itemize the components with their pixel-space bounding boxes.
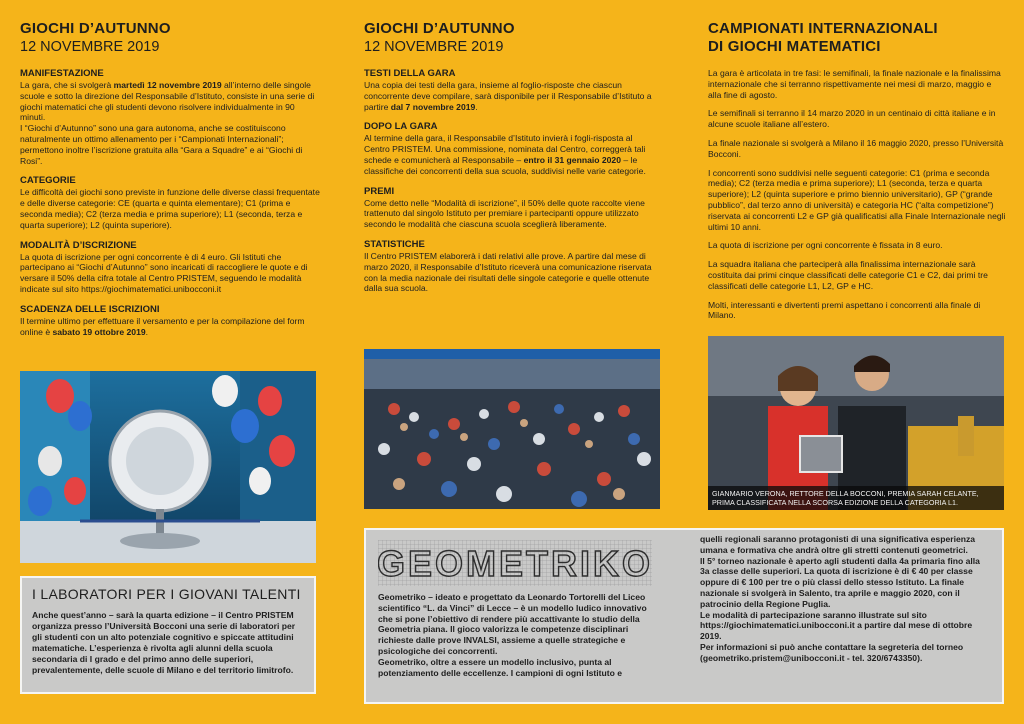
section-heading: MODALITÀ D’ISCRIZIONE — [20, 239, 137, 251]
photo-award-ceremony — [708, 336, 1004, 510]
section-text: La quota di iscrizione per ogni concorrente è di 4 euro. Gli Istituti che partecipano ai “Giochi d’Autunno” sono incaricati di raccogliere le quote e di versare il 50% della cifra totale al Centro PRISTEM, seguendo le modalità indicate sul sito https://giochimatematici.unibocconi.it — [20, 251, 308, 294]
page-title-line2: DI GIOCHI MATEMATICI — [708, 38, 881, 55]
photo-caption: GIANMARIO VERONA, RETTORE DELLA BOCCONI, PREMIA SARAH CELANTE, PRIMA CLASSIFICATA NELLA SCORSA EDIZIONE DELLA CATEGORIA L1. — [708, 486, 1004, 510]
section-text: La gara, che si svolgerà martedì 12 novembre 2019 all’interno delle singole scuole e sotto la direzione del Responsabile d’Istituto, consiste in una serie di giochi matematici che gli studenti devono risolvere individualmente in 90 minuti. — [20, 80, 315, 123]
geometriko-para: Geometriko, oltre a essere un modello inclusivo, punta al potenziamento delle eccellenze. I campioni di ogni Istituto e — [378, 656, 623, 678]
section-text: I “Giochi d’Autunno” sono una gara autonoma, anche se costituiscono naturalmente un ottimo allenamento per i “Campionati Internazionali”; permettono inoltre l’iscrizione gratuita alla “Gara a Squadre” e ai “Giochi di Rosi”. — [20, 123, 303, 166]
campionati-para: La squadra italiana che parteciperà alla finalissima internazionale sarà costituita dai primi cinque classificati delle categorie C1 e C2, dai primi tre classificati delle categorie L1, L2, GP e HC. — [708, 259, 988, 291]
section-heading: SCADENZA DELLE ISCRIZIONI — [20, 303, 160, 315]
box-title: I LABORATORI PER I GIOVANI TALENTI — [32, 586, 301, 602]
event-date: 12 NOVEMBRE 2019 — [20, 39, 160, 55]
geometriko-text-right — [700, 534, 990, 664]
campionati-para: La quota di iscrizione per ogni concorrente è fissata in 8 euro. — [708, 240, 943, 251]
page-title: GIOCHI D’AUTUNNO — [20, 20, 171, 37]
geometriko-para: Geometriko – ideato e progettato da Leonardo Tortorelli del Liceo scientifico “L. da Vinci” di Lecce – è un modello ludico innovativo che si pone l’obiettivo di rendere più accattivante lo studio della Geometria piana. Il gioco valorizza le competenze disciplinari richieste dalle prove INVALSI, assieme a quelle strategiche e psicologiche dei concorrenti. — [378, 592, 647, 656]
section-heading: DOPO LA GARA — [364, 121, 438, 133]
section-premi — [364, 186, 660, 230]
page-title: CAMPIONATI INTERNAZIONALI — [708, 20, 938, 37]
section-manifestazione — [20, 68, 320, 166]
geometriko-para: quelli regionali saranno protagonisti di una significativa esperienza umana e formativa che andrà oltre gli stretti contenuti geometrici. — [700, 534, 976, 555]
campionati-para: I concorrenti sono suddivisi nelle seguenti categorie: C1 (prima e seconda media); C2 (terza media e prima superiore); L1 (seconda, terza e quarta superiore); L2 (quinta superiore e primo biennio universitario), GP (“grande pubblico”, dal terzo anno di università) e categoria HC (“alta competizione”) riservata ai concorrenti L2 e GP già qualificatisi alla Finale Internazionale negli ultimi 10 anni. — [708, 167, 1006, 232]
geometriko-para: Per informazioni si può anche contattare la segreteria del torneo (geometriko.pristem@unibocconi.it - tel. 320/6743350). — [700, 641, 964, 663]
geometriko-para: Il 5° torneo nazionale è aperto agli studenti dalla 4a primaria fino alla 3a classe delle superiori. La quota di iscrizione è di € 40 per classe oppure di € 100 per tre o più classi dello stesso Istituto. La finale nazionale si svolgerà in Salento, tra aprile e maggio 2020, con il patrocinio della Regione Puglia. — [700, 555, 980, 609]
geometriko-box — [364, 528, 1004, 704]
column-giochi-autunno-2 — [364, 20, 660, 303]
section-categorie — [20, 175, 320, 230]
box-text: Anche quest’anno – sarà la quarta edizione – il Centro PRISTEM organizza presso l’Università Bocconi una serie di laboratori per gli studenti con un alto potenziale cognitivo e spiccate attitudini matematiche. L’esperienza è rivolta agli alunni della scuola secondaria di I grado e del primo anno delle superiori, prevalentemente, delle scuole di Milano e del territorio limitrofo. — [32, 610, 296, 675]
section-dopo-gara — [364, 121, 660, 176]
section-heading: TESTI DELLA GARA — [364, 68, 456, 79]
section-text: Il termine ultimo per effettuare il versamento e per la compilazione del form online è sabato 19 ottobre 2019. — [20, 315, 305, 337]
column-giochi-autunno-1 — [20, 20, 320, 346]
campionati-para: La finale nazionale si svolgerà a Milano il 16 maggio 2020, presso l’Università Bocconi. — [708, 137, 1004, 159]
campionati-para: Le semifinali si terranno il 14 marzo 2020 in un centinaio di città italiane e in alcune scuole italiane all’estero. — [708, 108, 996, 130]
section-text: Una copia dei testi della gara, insieme al foglio-risposte che ciascun concorrente deve compilare, sarà disponibile per il Responsabile d’Istituto a partire dal 7 novembre 2019. — [364, 80, 652, 112]
campionati-para: La gara è articolata in tre fasi: le semifinali, la finale nazionale e la finalissima internazionale che si terranno rispettivamente nei mesi di marzo, maggio e alla fine di agosto. — [708, 68, 1001, 100]
section-scadenza-iscrizioni — [20, 304, 320, 338]
section-testi-gara — [364, 68, 660, 112]
photo-globe-sculpture — [20, 371, 316, 563]
section-text: Le difficoltà dei giochi sono previste in funzione delle diverse classi frequentate e delle diverse categorie: CE (quarta e quinta elementare); C1 (prima e seconda media); C2 (terza media e prima superiore); L1 (seconda, terza e quarta superiore); L2 (quinta superiore). — [20, 187, 320, 230]
geometriko-text-left — [378, 592, 660, 678]
section-statistiche — [364, 239, 660, 294]
section-text: Al termine della gara, il Responsabile d’Istituto invierà i fogli-risposta al Centro PRISTEM. Una commissione, nominata dal Centro, correggerà tali schede e comunicherà al Responsabile – entro il 31 gennaio 2020 – le classifiche dei concorrenti della sua scuola, suddivisi nelle varie categorie. — [364, 133, 646, 176]
section-heading: STATISTICHE — [364, 238, 425, 250]
geometriko-logo — [378, 540, 652, 586]
svg-text:GEOMETRIKO: GEOMETRIKO — [378, 543, 652, 584]
photo-students-crowd — [364, 349, 660, 509]
campionati-para: Molti, interessanti e divertenti premi aspettano i concorrenti alla finale di Milano. — [708, 299, 981, 321]
section-text: Come detto nelle “Modalità di iscrizione”, il 50% delle quote raccolte viene trattenuto dal singolo Istituto per premiare i partecipanti oppure utilizzato secondo le modalità che ciascuna scuola sceglierà liberamente. — [364, 197, 645, 230]
section-text: Il Centro PRISTEM elaborerà i dati relativi alle prove. A partire dal mese di marzo 2020, il Responsabile d’Istituto riceverà una comunicazione riservata con la media nazionale dei risultati delle singole categorie e quelle ottenute dalla sua scuola. — [364, 250, 652, 294]
section-heading: PREMI — [364, 185, 395, 197]
section-modalita-iscrizione — [20, 240, 320, 295]
page-title: GIOCHI D’AUTUNNO — [364, 20, 515, 37]
section-heading: MANIFESTAZIONE — [20, 68, 104, 79]
column-campionati — [708, 20, 1006, 329]
event-date: 12 NOVEMBRE 2019 — [364, 39, 504, 55]
geometriko-para: Le modalità di partecipazione saranno illustrate sul sito https://giochimatematici.unibocconi.it a partire dal mese di ottobre 2019. — [700, 609, 973, 642]
laboratori-box — [20, 576, 316, 694]
section-heading: CATEGORIE — [20, 175, 76, 187]
